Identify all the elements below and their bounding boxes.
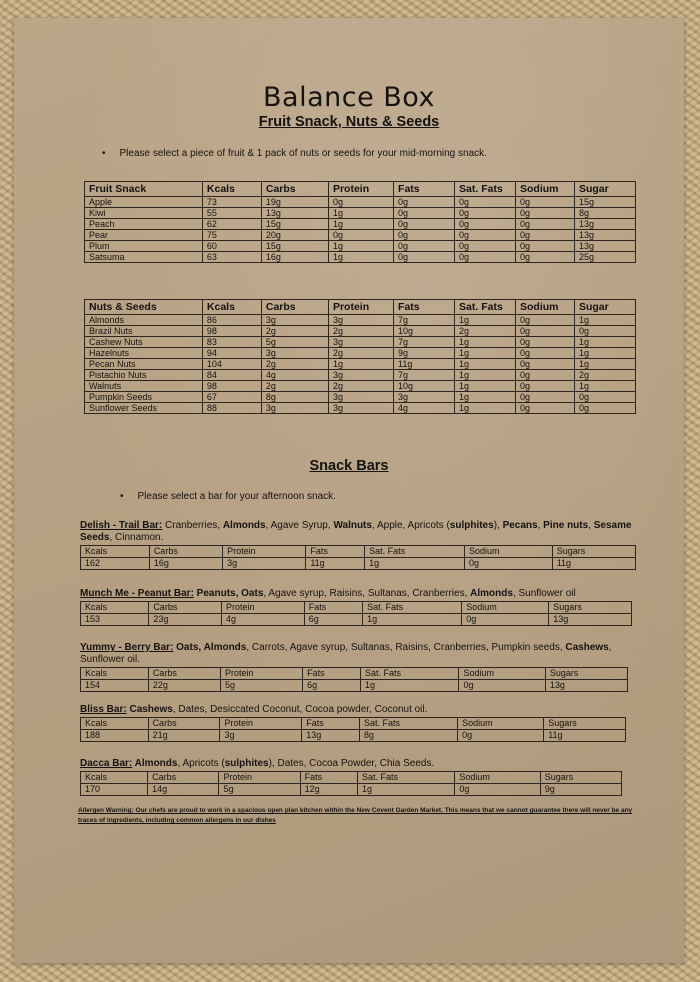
ingredient-text: Almonds — [470, 588, 513, 599]
table-row — [85, 348, 636, 359]
table-cell: 2g — [261, 381, 328, 392]
nutrition-label: Carbs — [149, 602, 222, 614]
table-cell: 0g — [574, 392, 635, 403]
nutrition-value: 13g — [545, 680, 627, 692]
nutrition-value: 0g — [459, 680, 545, 692]
nutrition-label: Fats — [300, 772, 357, 784]
bullet-icon: • — [120, 491, 124, 502]
table-cell: 10g — [394, 381, 455, 392]
table-cell: Cashew Nuts — [85, 337, 203, 348]
table-cell: 5g — [261, 337, 328, 348]
table-cell: 104 — [202, 359, 261, 370]
nutrition-value: 0g — [465, 558, 553, 570]
column-header: Fruit Snack — [85, 182, 203, 197]
nutrition-value: 154 — [81, 680, 149, 692]
nutrition-label: Sugars — [552, 546, 635, 558]
snack-bar-description — [80, 704, 626, 716]
table-cell: 8g — [574, 208, 635, 219]
snack-bar-description — [80, 758, 622, 770]
snack-bar-entry — [80, 758, 622, 796]
table-cell: 9g — [394, 348, 455, 359]
table-cell: Apple — [85, 197, 203, 208]
nutrition-value: 0g — [458, 730, 544, 742]
snack-bars-title: Snack Bars — [309, 458, 389, 474]
table-cell: 1g — [574, 381, 635, 392]
table-cell: 86 — [202, 315, 261, 326]
nutrition-value: 3g — [223, 558, 306, 570]
table-cell: 10g — [394, 326, 455, 337]
table-cell: 1g — [455, 381, 516, 392]
column-header: Sugar — [574, 300, 635, 315]
ingredient-text: , Sunflower oil — [512, 588, 576, 599]
snack-bar-nutrition-table — [80, 545, 636, 570]
ingredient-text: Cranberries, — [162, 520, 223, 531]
nutrition-label: Sodium — [455, 772, 540, 784]
nuts-seeds-table — [84, 299, 636, 414]
table-cell: 62 — [202, 219, 261, 230]
table-row — [85, 381, 636, 392]
nutrition-value: 8g — [360, 730, 458, 742]
fruit-table-header — [85, 182, 636, 197]
nutrition-value: 162 — [81, 558, 150, 570]
nutrition-label: Sugars — [549, 602, 632, 614]
table-cell: 94 — [202, 348, 261, 359]
table-cell: 0g — [516, 219, 575, 230]
table-cell: 0g — [516, 252, 575, 263]
table-cell: 73 — [202, 197, 261, 208]
table-cell: 8g — [261, 392, 328, 403]
snack-bar-description — [80, 642, 628, 666]
table-row — [85, 337, 636, 348]
column-header: Protein — [328, 182, 393, 197]
nutrition-label: Fats — [306, 546, 365, 558]
table-cell: 0g — [516, 230, 575, 241]
column-header: Carbs — [261, 300, 328, 315]
snack-bar-name: Bliss Bar: — [80, 704, 127, 715]
ingredient-text: , — [588, 520, 594, 531]
nutrition-label: Protein — [222, 602, 305, 614]
table-cell: 83 — [202, 337, 261, 348]
table-row — [85, 219, 636, 230]
nutrition-label: Sat. Fats — [361, 668, 459, 680]
fruit-instruction — [102, 148, 487, 159]
table-cell: 0g — [516, 381, 575, 392]
column-header: Sat. Fats — [455, 182, 516, 197]
table-cell: 1g — [574, 348, 635, 359]
nutrition-value: 6g — [304, 614, 362, 626]
nutrition-label: Sugars — [540, 772, 621, 784]
nutrition-value: 1g — [365, 558, 465, 570]
ingredient-text: Pine nuts — [543, 520, 589, 531]
table-cell: 3g — [328, 337, 393, 348]
nutrition-value: 3g — [220, 730, 302, 742]
table-cell: 20g — [261, 230, 328, 241]
nutrition-value: 11g — [306, 558, 365, 570]
nutrition-label: Kcals — [81, 602, 149, 614]
nutrition-label: Carbs — [148, 772, 219, 784]
snack-instruction-text: Please select a bar for your afternoon snack. — [137, 491, 336, 502]
table-cell: 2g — [455, 326, 516, 337]
table-cell: Pistachio Nuts — [85, 370, 203, 381]
nutrition-value-row — [81, 614, 632, 626]
table-row — [85, 392, 636, 403]
table-cell: 0g — [394, 219, 455, 230]
nutrition-label: Fats — [303, 668, 361, 680]
nutrition-label: Sugars — [545, 668, 627, 680]
nutrition-label: Protein — [220, 718, 302, 730]
table-cell: 13g — [574, 219, 635, 230]
table-cell: 0g — [516, 208, 575, 219]
table-cell: 16g — [261, 252, 328, 263]
table-cell: 0g — [516, 315, 575, 326]
nutrition-label: Protein — [219, 772, 300, 784]
table-cell: 1g — [574, 337, 635, 348]
table-cell: 0g — [574, 326, 635, 337]
table-cell: 2g — [261, 326, 328, 337]
nutrition-label: Kcals — [81, 668, 149, 680]
nutrition-label: Carbs — [148, 668, 220, 680]
nutrition-value-row — [81, 784, 622, 796]
nutrition-header-row — [81, 668, 628, 680]
table-cell: 0g — [328, 197, 393, 208]
table-cell: 15g — [261, 241, 328, 252]
table-row — [85, 230, 636, 241]
nutrition-label: Sodium — [462, 602, 549, 614]
nutrition-value: 1g — [357, 784, 454, 796]
table-cell: 0g — [516, 359, 575, 370]
ingredient-text: Peanuts, Oats — [193, 588, 264, 599]
table-row — [85, 197, 636, 208]
table-cell: 2g — [261, 359, 328, 370]
column-header: Sat. Fats — [455, 300, 516, 315]
nutrition-header-row — [81, 772, 622, 784]
table-cell: 25g — [574, 252, 635, 263]
snack-bar-entry — [80, 588, 632, 626]
nutrition-label: Kcals — [81, 718, 149, 730]
column-header: Protein — [328, 300, 393, 315]
table-cell: 13g — [574, 230, 635, 241]
table-cell: 13g — [261, 208, 328, 219]
snack-bar-nutrition-table — [80, 771, 622, 796]
ingredient-text: , Agave Syrup, — [265, 520, 334, 531]
column-header: Kcals — [202, 182, 261, 197]
fruit-snack-table — [84, 181, 636, 263]
ingredient-text: , Cinnamon. — [109, 532, 164, 543]
table-cell: 0g — [394, 208, 455, 219]
table-cell: 1g — [328, 252, 393, 263]
table-cell: 3g — [328, 315, 393, 326]
snack-bar-description — [80, 588, 632, 600]
snack-bar-name: Delish - Trail Bar: — [80, 520, 163, 531]
table-cell: 3g — [261, 403, 328, 414]
snack-bar-entry — [80, 520, 636, 570]
nutrition-value: 170 — [81, 784, 148, 796]
nutrition-label: Sodium — [458, 718, 544, 730]
snack-bar-name: Yummy - Berry Bar: — [80, 642, 174, 653]
fruit-section-title: Fruit Snack, Nuts & Seeds — [258, 114, 440, 130]
table-cell: 15g — [261, 219, 328, 230]
table-cell: 0g — [455, 197, 516, 208]
column-header: Carbs — [261, 182, 328, 197]
table-cell: 0g — [516, 337, 575, 348]
table-cell: 1g — [328, 359, 393, 370]
table-row — [85, 241, 636, 252]
ingredient-text: Oats, Almonds — [173, 642, 247, 653]
table-row — [85, 359, 636, 370]
table-cell: 7g — [394, 337, 455, 348]
table-cell: 0g — [516, 370, 575, 381]
table-cell: 2g — [574, 370, 635, 381]
ingredient-text: , — [537, 520, 544, 531]
ingredient-text: sulphites — [449, 520, 494, 531]
table-cell: 3g — [328, 370, 393, 381]
bullet-icon: • — [102, 148, 106, 159]
table-cell: Pear — [85, 230, 203, 241]
nutrition-header-row — [81, 546, 636, 558]
table-cell: 0g — [455, 252, 516, 263]
nutrition-value: 13g — [549, 614, 632, 626]
nutrition-label: Sat. Fats — [365, 546, 465, 558]
nutrition-value: 21g — [148, 730, 220, 742]
table-cell: 60 — [202, 241, 261, 252]
ingredient-text: , Agave syrup, Raisins, Sultanas, Cranberries, — [263, 588, 471, 599]
snack-bar-entry — [80, 704, 626, 742]
table-cell: Pecan Nuts — [85, 359, 203, 370]
ingredient-text: , Apple, Apricots ( — [371, 520, 450, 531]
nutrition-header-row — [81, 602, 632, 614]
nutrition-value-row — [81, 680, 628, 692]
ingredient-text: ), — [493, 520, 503, 531]
table-cell: Kiwi — [85, 208, 203, 219]
nutrition-value: 0g — [455, 784, 540, 796]
table-cell: 0g — [574, 403, 635, 414]
nutrition-label: Kcals — [81, 546, 150, 558]
snack-instruction — [120, 491, 336, 502]
nutrition-value: 23g — [149, 614, 222, 626]
table-cell: 0g — [516, 241, 575, 252]
table-cell: 19g — [261, 197, 328, 208]
ingredient-text: Cashews — [126, 704, 173, 715]
table-cell: 3g — [394, 392, 455, 403]
table-cell: Plum — [85, 241, 203, 252]
table-cell: 0g — [394, 252, 455, 263]
ingredient-text: , Carrots, Agave syrup, Sultanas, Raisins, Cranberries, Pumpkin seeds, — [246, 642, 566, 653]
table-cell: 11g — [394, 359, 455, 370]
nutrition-label: Sugars — [544, 718, 626, 730]
table-cell: 0g — [394, 241, 455, 252]
nutrition-value-row — [81, 730, 626, 742]
table-cell: Brazil Nuts — [85, 326, 203, 337]
table-cell: 1g — [574, 315, 635, 326]
nutrition-label: Fats — [304, 602, 362, 614]
nutrition-label: Kcals — [81, 772, 148, 784]
table-cell: 4g — [394, 403, 455, 414]
table-cell: 63 — [202, 252, 261, 263]
table-cell: 1g — [455, 337, 516, 348]
nutrition-label: Protein — [221, 668, 303, 680]
table-cell: 67 — [202, 392, 261, 403]
column-header: Nuts & Seeds — [85, 300, 203, 315]
table-cell: 1g — [455, 370, 516, 381]
table-cell: 2g — [328, 348, 393, 359]
table-row — [85, 315, 636, 326]
table-cell: 1g — [455, 359, 516, 370]
table-cell: 7g — [394, 370, 455, 381]
nutrition-value-row — [81, 558, 636, 570]
table-row — [85, 326, 636, 337]
column-header: Kcals — [202, 300, 261, 315]
nutrition-value: 5g — [221, 680, 303, 692]
ingredient-text: Cashews — [565, 642, 609, 653]
table-cell: Almonds — [85, 315, 203, 326]
table-cell: Sunflower Seeds — [85, 403, 203, 414]
menu-sheet — [14, 18, 684, 963]
table-cell: Walnuts — [85, 381, 203, 392]
table-cell: Satsuma — [85, 252, 203, 263]
table-cell: 1g — [455, 392, 516, 403]
table-cell: 0g — [455, 208, 516, 219]
nutrition-value: 0g — [462, 614, 549, 626]
table-row — [85, 208, 636, 219]
nutrition-value: 4g — [222, 614, 305, 626]
table-cell: 3g — [261, 315, 328, 326]
table-cell: Hazelnuts — [85, 348, 203, 359]
table-cell: 0g — [516, 326, 575, 337]
nutrition-label: Sodium — [459, 668, 545, 680]
ingredient-text: Almonds — [222, 520, 266, 531]
table-row — [85, 370, 636, 381]
table-cell: 3g — [328, 392, 393, 403]
table-cell: 0g — [455, 219, 516, 230]
nuts-table-body — [85, 315, 636, 414]
snack-bar-nutrition-table — [80, 667, 628, 692]
table-cell: 13g — [574, 241, 635, 252]
column-header: Sodium — [516, 300, 575, 315]
snack-bar-nutrition-table — [80, 601, 632, 626]
table-row — [85, 403, 636, 414]
table-cell: 4g — [261, 370, 328, 381]
ingredient-text: Sesame Seeds — [80, 520, 632, 543]
nuts-table-header — [85, 300, 636, 315]
snack-bar-nutrition-table — [80, 717, 626, 742]
nutrition-value: 5g — [219, 784, 300, 796]
table-cell: 1g — [574, 359, 635, 370]
snack-bar-entry — [80, 642, 628, 692]
table-cell: 55 — [202, 208, 261, 219]
column-header: Sugar — [574, 182, 635, 197]
table-cell: 0g — [516, 197, 575, 208]
nutrition-label: Fats — [302, 718, 360, 730]
table-cell: 2g — [328, 381, 393, 392]
nutrition-header-row — [81, 718, 626, 730]
table-cell: 1g — [328, 208, 393, 219]
column-header: Fats — [394, 300, 455, 315]
nutrition-value: 14g — [148, 784, 219, 796]
nutrition-value: 16g — [149, 558, 222, 570]
table-cell: 84 — [202, 370, 261, 381]
ingredient-text: Almonds — [132, 758, 178, 769]
table-cell: 1g — [455, 315, 516, 326]
table-cell: 1g — [328, 219, 393, 230]
nutrition-label: Protein — [223, 546, 306, 558]
table-cell: 3g — [261, 348, 328, 359]
snack-bar-name: Munch Me - Peanut Bar: — [80, 588, 194, 599]
nutrition-label: Carbs — [148, 718, 220, 730]
ingredient-text: Pecans — [502, 520, 538, 531]
fruit-instruction-text: Please select a piece of fruit & 1 pack of nuts or seeds for your mid-morning snack. — [119, 148, 487, 159]
column-header: Fats — [394, 182, 455, 197]
snack-bar-description — [80, 520, 636, 544]
ingredient-text: sulphites — [224, 758, 269, 769]
table-cell: 75 — [202, 230, 261, 241]
ingredient-text: , Apricots ( — [177, 758, 225, 769]
fruit-table-body — [85, 197, 636, 263]
table-cell: 3g — [328, 403, 393, 414]
table-cell: 1g — [328, 241, 393, 252]
nutrition-value: 13g — [302, 730, 360, 742]
table-cell: 0g — [516, 403, 575, 414]
table-cell: 2g — [328, 326, 393, 337]
table-cell: 98 — [202, 381, 261, 392]
table-cell: Peach — [85, 219, 203, 230]
nutrition-value: 9g — [540, 784, 621, 796]
nutrition-label: Sodium — [465, 546, 553, 558]
nutrition-value: 22g — [148, 680, 220, 692]
table-cell: 0g — [455, 241, 516, 252]
ingredient-text: ), Dates, Cocoa Powder, Chia Seeds. — [268, 758, 435, 769]
table-cell: 7g — [394, 315, 455, 326]
table-cell: 0g — [516, 392, 575, 403]
table-row — [85, 252, 636, 263]
nutrition-value: 1g — [361, 680, 459, 692]
ingredient-text: Walnuts — [333, 520, 372, 531]
table-cell: 88 — [202, 403, 261, 414]
nutrition-value: 6g — [303, 680, 361, 692]
table-cell: 0g — [516, 348, 575, 359]
nutrition-value: 153 — [81, 614, 149, 626]
nutrition-label: Sat. Fats — [363, 602, 462, 614]
page-title: Balance Box — [263, 82, 435, 113]
table-cell: 0g — [394, 197, 455, 208]
table-cell: 15g — [574, 197, 635, 208]
table-cell: 0g — [328, 230, 393, 241]
table-cell: Pumpkin Seeds — [85, 392, 203, 403]
table-cell: 0g — [394, 230, 455, 241]
nutrition-value: 11g — [544, 730, 626, 742]
nutrition-label: Carbs — [149, 546, 222, 558]
nutrition-value: 11g — [552, 558, 635, 570]
column-header: Sodium — [516, 182, 575, 197]
nutrition-label: Sat. Fats — [360, 718, 458, 730]
nutrition-value: 188 — [81, 730, 149, 742]
table-cell: 0g — [455, 230, 516, 241]
table-cell: 1g — [455, 348, 516, 359]
nutrition-value: 12g — [300, 784, 357, 796]
nutrition-value: 1g — [363, 614, 462, 626]
allergen-warning: Allergen Warning: Our chefs are proud to work in a spacious open plan kitchen within the New Covent Garden Market. This means that we cannot guarantee there will never be any traces of ingredients, including common allergens in our dishes — [78, 807, 633, 824]
nutrition-label: Sat. Fats — [357, 772, 454, 784]
ingredient-text: , Sunflower oil. — [80, 642, 612, 665]
snack-bar-name: Dacca Bar: — [80, 758, 133, 769]
table-cell: 1g — [455, 403, 516, 414]
ingredient-text: , Dates, Desiccated Coconut, Cocoa powder, Coconut oil. — [172, 704, 428, 715]
table-cell: 98 — [202, 326, 261, 337]
